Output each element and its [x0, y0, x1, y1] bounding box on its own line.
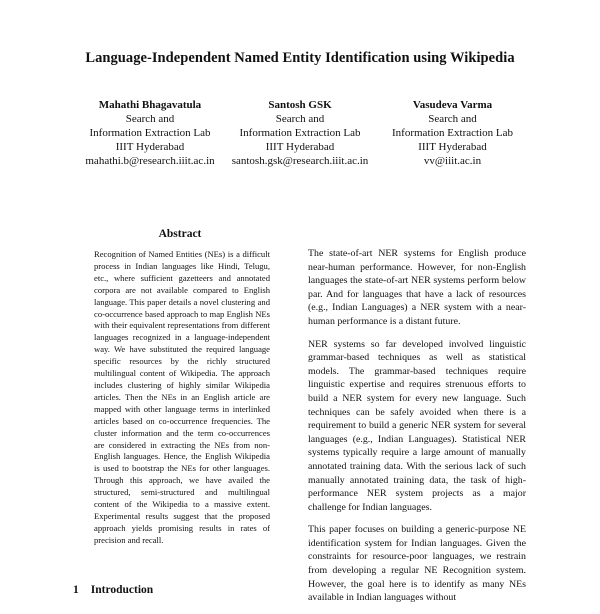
author-email: santosh.gsk@research.iiit.ac.in [231, 155, 369, 167]
author-dept: Search and [428, 113, 477, 125]
author-email: mahathi.b@research.iiit.ac.in [85, 155, 215, 167]
author-lab: Information Extraction Lab [89, 127, 211, 139]
author-name: Mahathi Bhagavatula [98, 99, 202, 111]
author-name: Santosh GSK [268, 99, 332, 111]
author-lab: Information Extraction Lab [392, 127, 513, 139]
abstract-text: Recognition of Named Entities (NEs) is a difficult process in Indian languages like Hindi, Telugu, etc., where sufficient gazetteers and annotated corpora are not available compared to English language. This paper details a novel clustering and co-occurrence based approach to map English NEs with their equivalent representations from different languages recognized in a language-independent way. We have substituted the required language specific resources by the richly structured multilingual content of Wikipedia. The approach includes clustering of highly similar Wikipedia articles. Then the NEs in an English article are mapped with other language terms in interlinked articles based on co-occurrence frequencies. The cluster information and the term co-occurrences are considered in extracting the NEs from non-English languages. Hence, the English Wikipedia is used to bootstrap the NEs for other languages. Through this approach, we have availed the structured, semi-structured and multilingual content of the Wikipedia to a massive extent. Experimental results suggest that the proposed approach yields promising results in rates of precision and recall. [94, 249, 270, 545]
section-heading [73, 584, 165, 596]
section-number: 1 [73, 584, 79, 596]
author-name: Vasudeva Varma [412, 99, 493, 111]
paragraph: This paper focuses on building a generic-purpose NE identification system for Indian languages. Given the constraints for resource-poor languages, we restrain from developing a regular NE Recognition system. However, the goal here is to identify as many NEs available in Indian languages without [308, 524, 526, 604]
author-dept: Search and [125, 113, 175, 125]
author-lab: Information Extraction Lab [239, 127, 361, 139]
right-column [308, 247, 526, 614]
author-block [60, 98, 240, 168]
author-institution: IIIT Hyderabad [265, 141, 335, 153]
author-dept: Search and [275, 113, 325, 125]
author-institution: IIIT Hyderabad [115, 141, 185, 153]
paragraph: The state-of-art NER systems for English produce near-human performance. However, for non-English languages the state-of-art NER systems perform below par. And for languages that have a lack of resources (e.g., Indian Languages) a NER system with a near-human performance is a distant future. [308, 248, 526, 327]
paper-title: Language-Independent Named Entity Identification using Wikipedia [85, 50, 515, 66]
author-block [360, 98, 545, 168]
abstract-heading: Abstract [158, 228, 202, 240]
paragraph: NER systems so far developed involved linguistic grammar-based techniques as well as statistical models. The grammar-based techniques require linguistic expertise and requires strenuous efforts to build a NER system for every new language. Such techniques can be safely avoided when there is a requirement to build a generic NER system for several languages (e.g., Indian Languages). Statistical NER systems typically require a large amount of manually annotated training data. With the serious lack of such manually annotated training data, the task of high-performance NER system projects as a major challenge for Indian languages. [308, 338, 526, 513]
section-title: Introduction [90, 584, 154, 596]
author-institution: IIIT Hyderabad [418, 141, 487, 153]
author-email: vv@iiit.ac.in [423, 155, 482, 167]
